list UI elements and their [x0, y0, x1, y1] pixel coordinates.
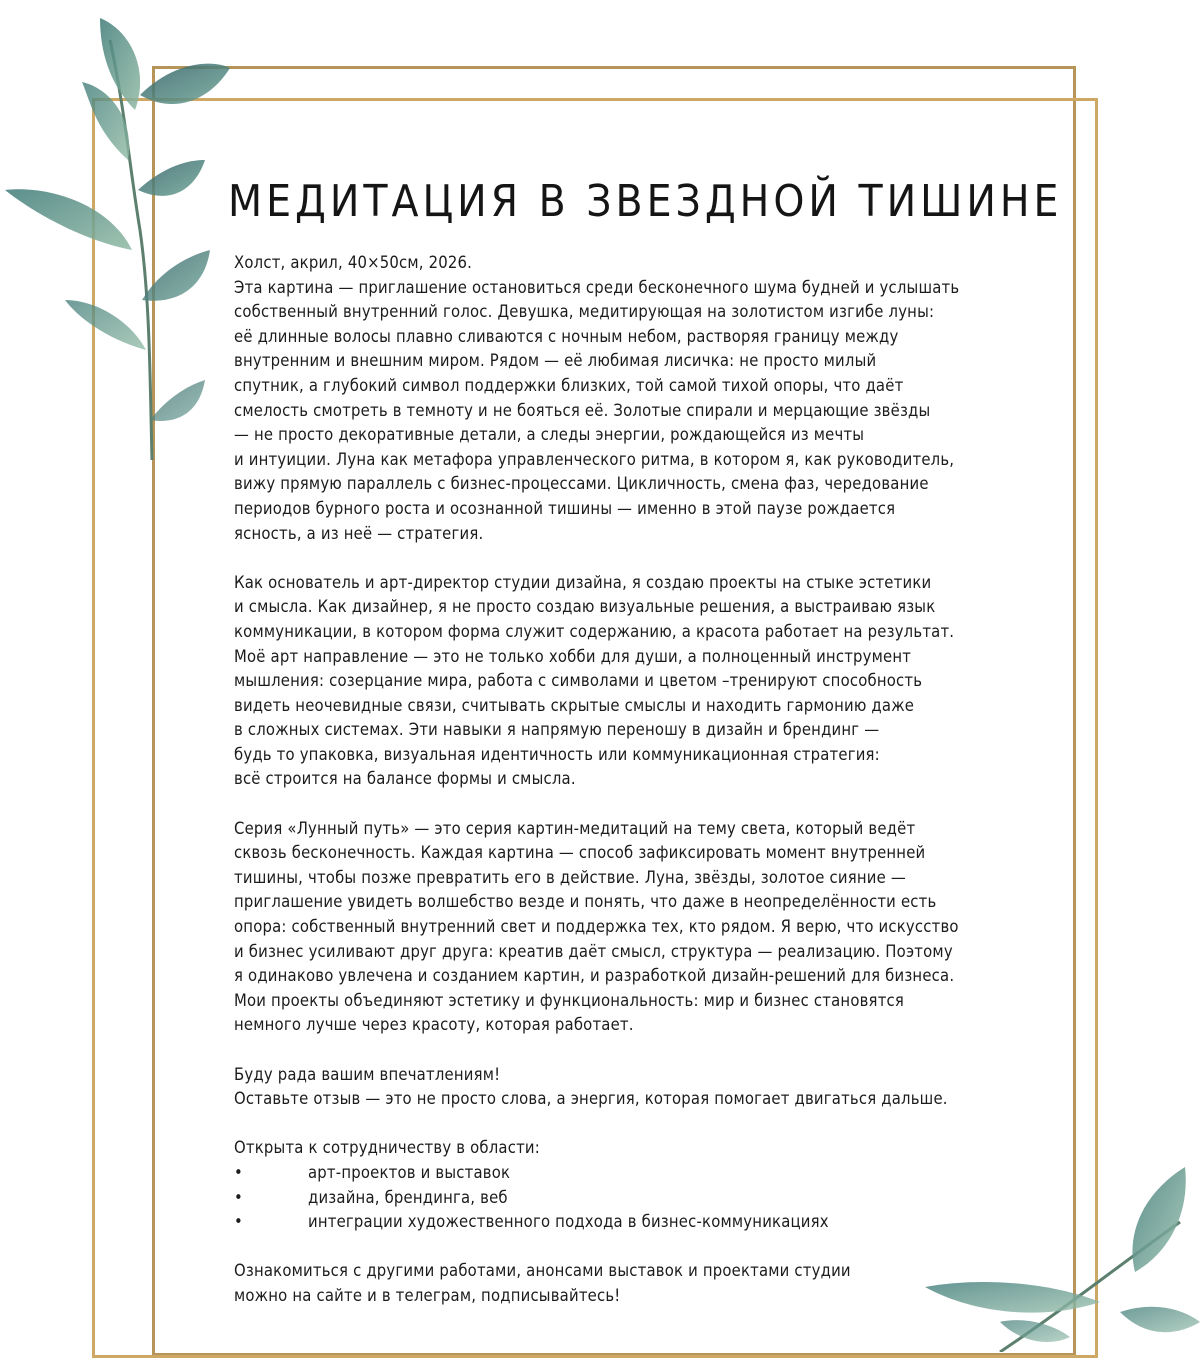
text-line: Буду рада вашим впечатлениям! [234, 1064, 501, 1084]
text-line: вижу прямую параллель с бизнес-процессами. Цикличность, смена фаз, чередование [234, 474, 929, 494]
paragraph [234, 1063, 1064, 1112]
text-line: сквозь бесконечность. Каждая картина — способ зафиксировать момент внутренней [234, 843, 926, 863]
text-line: — не просто декоративные детали, а следы энергии, рождающейся из мечты [234, 425, 865, 445]
text-line: в сложных системах. Эти навыки я напрямую переношу в дизайн и брендинг — [234, 720, 880, 740]
text-line: можно на сайте и в телеграм, подписывайтесь! [234, 1285, 621, 1305]
text-line: мышления: созерцание мира, работа с символами и цветом –тренируют способность [234, 671, 923, 691]
page-title: МЕДИТАЦИЯ В ЗВЕЗДНОЙ ТИШИНЕ [228, 176, 1063, 227]
text-line: будь то упаковка, визуальная идентичность или коммуникационная стратегия: [234, 744, 880, 764]
text-line: внутренним и внешним миром. Рядом — её любимая лисичка: не просто милый [234, 351, 877, 371]
list-item [234, 1210, 1064, 1235]
list-item [234, 1161, 1064, 1186]
list-item-text: дизайна, брендинга, веб [308, 1187, 508, 1207]
text-line: Оставьте отзыв — это не просто слова, а энергия, которая помогает двигаться дальше. [234, 1089, 948, 1109]
eucalyptus-branch-left [0, 0, 240, 470]
text-line: Как основатель и арт-директор студии дизайна, я создаю проекты на стыке эстетики [234, 572, 932, 592]
text-line: Холст, акрил, 40×50см, 2026. [234, 253, 473, 272]
bullet-icon: • [234, 1212, 243, 1232]
text-line: ясность, а из неё — стратегия. [234, 523, 484, 543]
text-line: и бизнес усиливают друг друга: креатив даёт смысл, структура — реализацию. Поэтому [234, 941, 953, 961]
text-line: и смысла. Как дизайнер, я не просто создаю визуальные решения, а выстраиваю язык [234, 597, 936, 617]
article-body [234, 251, 1064, 1333]
text-line: Эта картина — приглашение остановиться среди бесконечного шума будней и услышать [234, 277, 960, 297]
cooperation-list [234, 1161, 1064, 1235]
text-line: смелость смотреть в темноту и не бояться её. Золотые спирали и мерцающие звёзды [234, 400, 931, 420]
paragraphs [234, 251, 1064, 1112]
text-line: опора: собственный внутренний свет и поддержка тех, кто рядом. Я верю, что искусство [234, 917, 959, 937]
paragraph [234, 571, 1064, 792]
closing-paragraph [234, 1259, 1064, 1308]
paragraph [234, 251, 1064, 546]
text-line: Серия «Лунный путь» — это серия картин-медитаций на тему света, который ведёт [234, 818, 916, 838]
bullet-icon: • [234, 1162, 243, 1182]
text-line: немного лучше через красоту, которая работает. [234, 1015, 634, 1035]
text-line: приглашение увидеть волшебство везде и понять, что даже в неопределённости есть [234, 892, 937, 912]
bullet-icon: • [234, 1187, 243, 1207]
text-line: Ознакомиться с другими работами, анонсами выставок и проектами студии [234, 1261, 851, 1281]
text-line: тишины, чтобы позже превратить его в действие. Луна, звёзды, золотое сияние — [234, 867, 906, 887]
text-line: видеть неочевидные связи, считывать скрытые смыслы и находить гармонию даже [234, 695, 915, 715]
text-line: спутник, а глубокий символ поддержки близких, той самой тихой опоры, что даёт [234, 375, 904, 395]
cooperation-section [234, 1136, 1064, 1234]
list-item [234, 1186, 1064, 1211]
text-line: периодов бурного роста и осознанной тишины — именно в этой паузе рождается [234, 498, 896, 518]
text-line: я одинаково увлечена и созданием картин, и разработкой дизайн-решений для бизнеса. [234, 966, 955, 986]
text-line: Мои проекты объединяют эстетику и функциональность: мир и бизнес становятся [234, 990, 905, 1010]
text-line: и интуиции. Луна как метафора управленческого ритма, в котором я, как руководитель, [234, 449, 955, 469]
text-line: её длинные волосы плавно сливаются с ночным небом, растворяя границу между [234, 326, 899, 346]
cooperation-heading: Открыта к сотрудничеству в области: [234, 1138, 540, 1158]
paragraph [234, 817, 1064, 1038]
text-line: всё строится на балансе формы и смысла. [234, 769, 576, 789]
text-line: коммуникации, в котором форма служит содержанию, а красота работает на результат. [234, 621, 955, 641]
list-item-text: арт-проектов и выставок [308, 1162, 511, 1182]
list-item-text: интеграции художественного подхода в бизнес-коммуникациях [308, 1212, 829, 1232]
text-line: Моё арт направление — это не только хобби для души, а полноценный инструмент [234, 646, 912, 666]
text-line: собственный внутренний голос. Девушка, медитирующая на золотистом изгибе луны: [234, 302, 935, 322]
